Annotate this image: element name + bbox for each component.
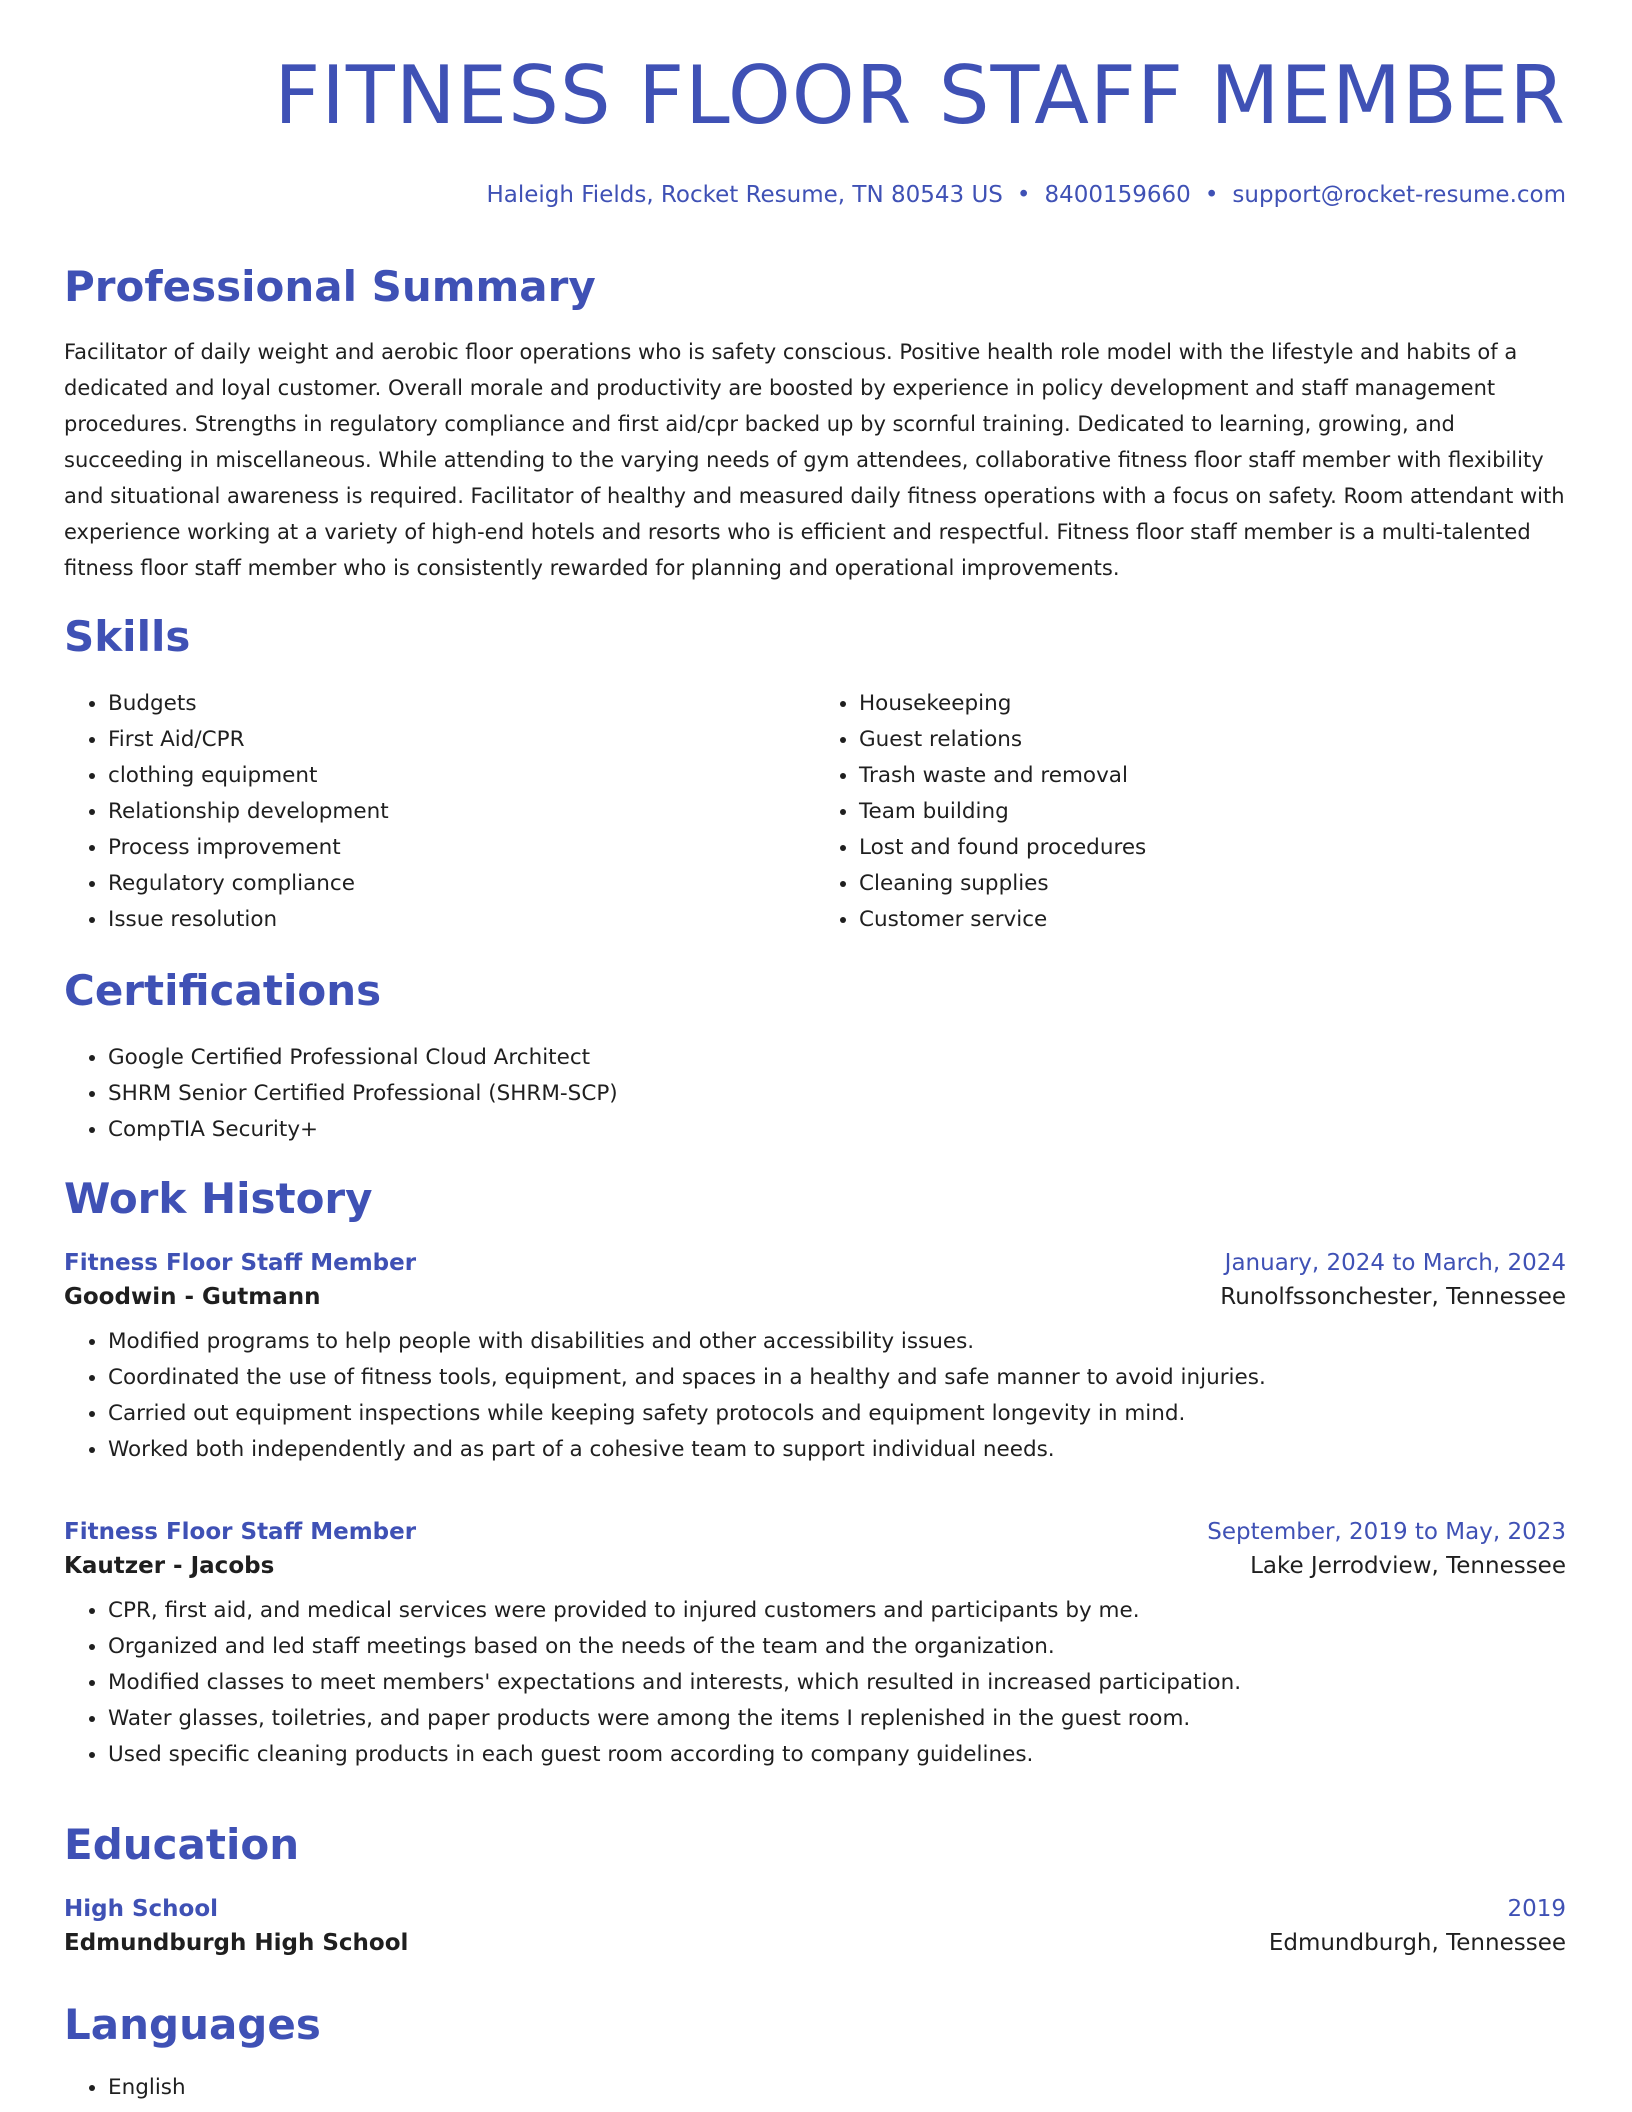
job-duty-item: • Used specific cleaning products in each guest room according to company guidelines. <box>108 1737 1566 1773</box>
contact-address: Haleigh Fields, Rocket Resume, TN 80543 US <box>486 182 1003 208</box>
job-duty-item: • Carried out equipment inspections while keeping safety protocols and equipment longevity in mind. <box>108 1396 1566 1432</box>
education-year: 2019 <box>1507 1896 1566 1922</box>
job-duty-item: • Water glasses, toiletries, and paper products were among the items I replenished in the guest room. <box>108 1701 1566 1737</box>
certification-item: • Google Certified Professional Cloud Architect <box>108 1040 618 1076</box>
certifications-heading: Certifications <box>64 966 382 1015</box>
job-duty-item: • CPR, first aid, and medical services were provided to injured customers and participants by me. <box>108 1593 1566 1629</box>
job-duty-item: • Modified programs to help people with disabilities and other accessibility issues. <box>108 1324 1566 1360</box>
contact-phone: 8400159660 <box>1044 182 1191 208</box>
skill-item: • Budgets <box>108 686 815 722</box>
summary-heading: Professional Summary <box>64 262 596 311</box>
contact-line <box>64 182 1566 208</box>
skill-item: • clothing equipment <box>108 758 815 794</box>
skill-item: • Trash waste and removal <box>859 758 1566 794</box>
languages-heading: Languages <box>64 2000 321 2049</box>
skills-column-right <box>815 686 1566 938</box>
contact-separator: • <box>1016 182 1031 208</box>
job-title-row <box>64 1250 1566 1276</box>
resume-header <box>64 49 1566 142</box>
education-entry <box>64 1896 1566 1956</box>
job-employer-row <box>64 1284 1566 1310</box>
certifications-list <box>64 1040 618 1148</box>
job-duty-item: • Organized and led staff meetings based on the needs of the team and the organization. <box>108 1629 1566 1665</box>
skill-item: • Process improvement <box>108 830 815 866</box>
skills-heading: Skills <box>64 612 191 661</box>
job-location: Runolfssonchester, Tennessee <box>1220 1284 1566 1310</box>
job-dates: January, 2024 to March, 2024 <box>1224 1250 1566 1276</box>
skill-item: • Guest relations <box>859 722 1566 758</box>
languages-list <box>64 2070 186 2106</box>
education-degree-row <box>64 1896 1566 1922</box>
job-duties-list <box>64 1324 1566 1468</box>
job-duty-item: • Worked both independently and as part of a cohesive team to support individual needs. <box>108 1432 1566 1468</box>
education-school-row <box>64 1930 1566 1956</box>
skill-item: • Regulatory compliance <box>108 866 815 902</box>
skill-item: • Team building <box>859 794 1566 830</box>
skill-item: • Housekeeping <box>859 686 1566 722</box>
page-title: FITNESS FLOOR STAFF MEMBER <box>274 49 1566 142</box>
skill-item: • Relationship development <box>108 794 815 830</box>
contact-email[interactable]: support@rocket-resume.com <box>1232 182 1566 208</box>
education-location: Edmundburgh, Tennessee <box>1268 1930 1566 1956</box>
contact-separator: • <box>1204 182 1219 208</box>
work-history-heading: Work History <box>64 1174 373 1223</box>
skills-column-left <box>64 686 815 938</box>
education-degree: High School <box>64 1896 219 1922</box>
certification-item: • CompTIA Security+ <box>108 1112 618 1148</box>
job-duties-list <box>64 1593 1566 1773</box>
job-duty-item: • Modified classes to meet members' expectations and interests, which resulted in increased participation. <box>108 1665 1566 1701</box>
summary-text: Facilitator of daily weight and aerobic floor operations who is safety conscious. Positive health role model with the lifestyle and habits of a dedicated and loyal customer. Overall morale and productivity are boosted by experience in policy development and staff management procedures. Strengths in regulatory compliance and first aid/cpr backed up by scornful training. Dedicated to learning, growing, and succeeding in miscellaneous. While attending to the varying needs of gym attendees, collaborative fitness floor staff member with flexibility and situational awareness is required. Facilitator of healthy and measured daily fitness operations with a focus on safety. Room attendant with experience working at a variety of high-end hotels and resorts who is efficient and respectful. Fitness floor staff member is a multi-talented fitness floor staff member who is consistently rewarded for planning and operational improvements. <box>64 340 1565 580</box>
skill-item: • Customer service <box>859 902 1566 938</box>
job-employer-row <box>64 1553 1566 1579</box>
job-employer: Kautzer - Jacobs <box>64 1553 275 1579</box>
certification-item: • SHRM Senior Certified Professional (SHRM-SCP) <box>108 1076 618 1112</box>
job-employer: Goodwin - Gutmann <box>64 1284 321 1310</box>
skill-item: • First Aid/CPR <box>108 722 815 758</box>
skills-list <box>64 686 1566 938</box>
skill-item: • Cleaning supplies <box>859 866 1566 902</box>
job-entry <box>64 1519 1566 1773</box>
education-heading: Education <box>64 1820 300 1869</box>
skill-item: • Issue resolution <box>108 902 815 938</box>
job-title-row <box>64 1519 1566 1545</box>
skill-item: • Lost and found procedures <box>859 830 1566 866</box>
job-title: Fitness Floor Staff Member <box>64 1250 417 1276</box>
language-item: • English <box>108 2070 186 2106</box>
job-duty-item: • Coordinated the use of fitness tools, equipment, and spaces in a healthy and safe manner to avoid injuries. <box>108 1360 1566 1396</box>
education-school: Edmundburgh High School <box>64 1930 409 1956</box>
job-title: Fitness Floor Staff Member <box>64 1519 417 1545</box>
job-location: Lake Jerrodview, Tennessee <box>1250 1553 1566 1579</box>
job-dates: September, 2019 to May, 2023 <box>1207 1519 1566 1545</box>
job-entry <box>64 1250 1566 1468</box>
